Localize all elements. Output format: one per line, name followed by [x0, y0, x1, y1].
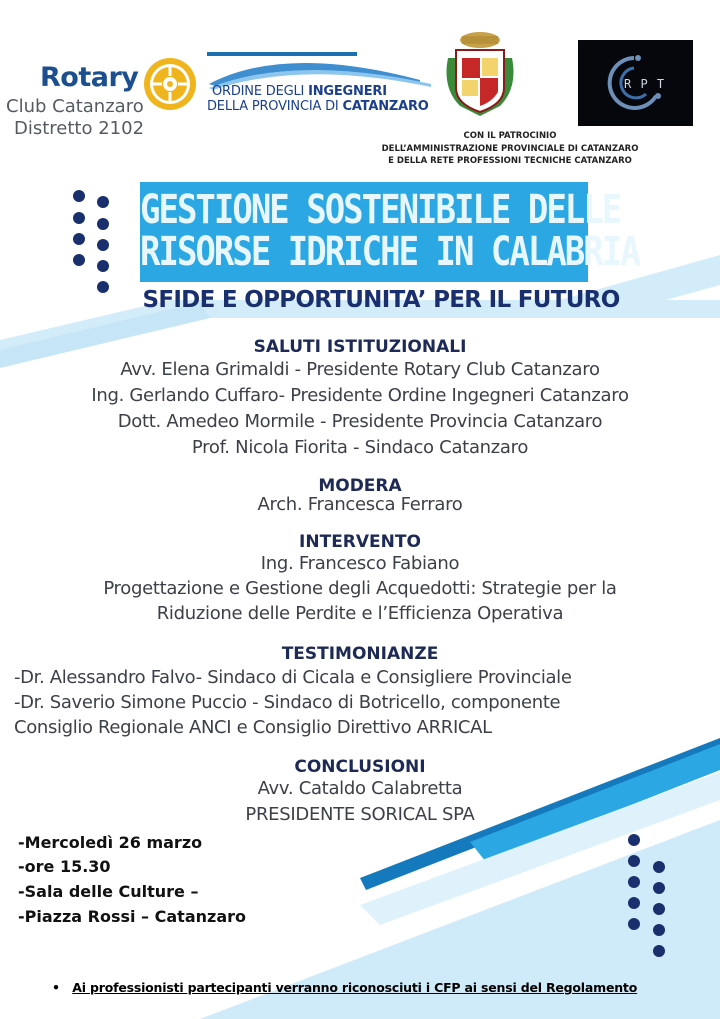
- conclusioni-name: Avv. Cataldo Calabretta: [257, 778, 463, 799]
- rotary-wordmark: Rotary: [40, 62, 139, 93]
- testimonianze-heading: TESTIMONIANZE: [281, 644, 439, 664]
- modera-heading: MODERA: [318, 476, 402, 496]
- testimonianze-line3: Consiglio Regionale ANCI e Consiglio Direttivo ARRICAL: [14, 717, 492, 738]
- decor-dot: [73, 212, 85, 224]
- decor-dot: [73, 190, 85, 202]
- testimonianze-line1: -Dr. Alessandro Falvo- Sindaco di Cicala e Consigliere Provinciale: [14, 667, 572, 688]
- testimonianze-line2: -Dr. Saverio Simone Puccio - Sindaco di Botricello, componente: [14, 692, 561, 713]
- rotary-club-line: Club Catanzaro: [6, 96, 144, 117]
- subtitle: SFIDE E OPPORTUNITA’ PER IL FUTURO: [142, 287, 620, 313]
- bullet: •: [52, 980, 60, 995]
- intervento-heading: INTERVENTO: [299, 532, 421, 552]
- decor-dot: [653, 861, 665, 873]
- title-line1: GESTIONE SOSTENIBILE DELLE: [140, 186, 621, 234]
- decor-dot: [628, 897, 640, 909]
- decor-dot: [97, 196, 109, 208]
- province-coat-of-arms-icon: [440, 28, 520, 120]
- decor-dot: [73, 233, 85, 245]
- saluti-item: Dott. Amedeo Mormile - Presidente Provincia Catanzaro: [117, 411, 603, 432]
- patrocinio-line3: E DELLA RETE PROFESSIONI TECNICHE CATANZARO: [388, 156, 632, 166]
- decor-dot: [628, 834, 640, 846]
- ordine-line1-prefix: ORDINE DEGLI: [212, 84, 309, 99]
- decor-dot: [97, 281, 109, 293]
- decor-dot: [653, 882, 665, 894]
- ordine-line1: [212, 84, 387, 99]
- rpt-letters: R P T: [624, 77, 666, 91]
- conclusioni-heading: CONCLUSIONI: [294, 757, 426, 777]
- ordine-line1-bold: INGEGNERI: [308, 84, 387, 99]
- patrocinio-block: [300, 130, 720, 168]
- ordine-line2-prefix: DELLA PROVINCIA DI: [207, 99, 343, 114]
- cfp-note: [52, 980, 637, 995]
- conclusioni-role: PRESIDENTE SORICAL SPA: [245, 804, 475, 825]
- decor-dot: [653, 903, 665, 915]
- ordine-line2-bold: CATANZARO: [342, 99, 429, 114]
- intervento-topic-line2: Riduzione delle Perdite e l’Efficienza Operativa: [156, 603, 564, 624]
- decor-dot: [628, 876, 640, 888]
- intervento-topic-line1: Progettazione e Gestione degli Acquedotti: Strategie per la: [103, 578, 617, 599]
- saluti-heading: SALUTI ISTITUZIONALI: [253, 337, 467, 357]
- decor-dot: [653, 924, 665, 936]
- decor-dot: [653, 945, 665, 957]
- rotary-wheel-icon: [140, 54, 200, 114]
- patrocinio-line2: DELL’AMMINISTRAZIONE PROVINCIALE DI CATANZARO: [381, 143, 639, 154]
- decor-dot: [97, 239, 109, 251]
- saluti-item: Prof. Nicola Fiorita - Sindaco Catanzaro: [191, 437, 529, 458]
- saluti-item: Avv. Elena Grimaldi - Presidente Rotary Club Catanzaro: [120, 359, 600, 380]
- decor-dot: [97, 260, 109, 272]
- saluti-item: Ing. Gerlando Cuffaro- Presidente Ordine Ingegneri Catanzaro: [91, 385, 629, 406]
- event-time: -ore 15.30: [18, 857, 111, 876]
- ordine-line2: [207, 99, 429, 114]
- decor-dot: [628, 918, 640, 930]
- patrocinio-line1: CON IL PATROCINIO: [463, 131, 557, 141]
- decor-dot: [97, 218, 109, 230]
- intervento-speaker: Ing. Francesco Fabiano: [260, 553, 460, 574]
- rpt-logo: [578, 40, 693, 126]
- cfp-note-text: Ai professionisti partecipanti verranno riconosciuti i CFP ai sensi del Regolamento: [72, 980, 638, 995]
- modera-name: Arch. Francesca Ferraro: [257, 494, 463, 515]
- event-venue: -Sala delle Culture –: [18, 882, 199, 901]
- decor-dot: [73, 254, 85, 266]
- rotary-district-line: Distretto 2102: [14, 118, 145, 139]
- event-date: -Mercoledì 26 marzo: [18, 833, 203, 852]
- title-line2: RISORSE IDRICHE IN CALABRIA: [140, 228, 639, 276]
- decor-dot: [628, 855, 640, 867]
- event-address: -Piazza Rossi – Catanzaro: [18, 907, 246, 926]
